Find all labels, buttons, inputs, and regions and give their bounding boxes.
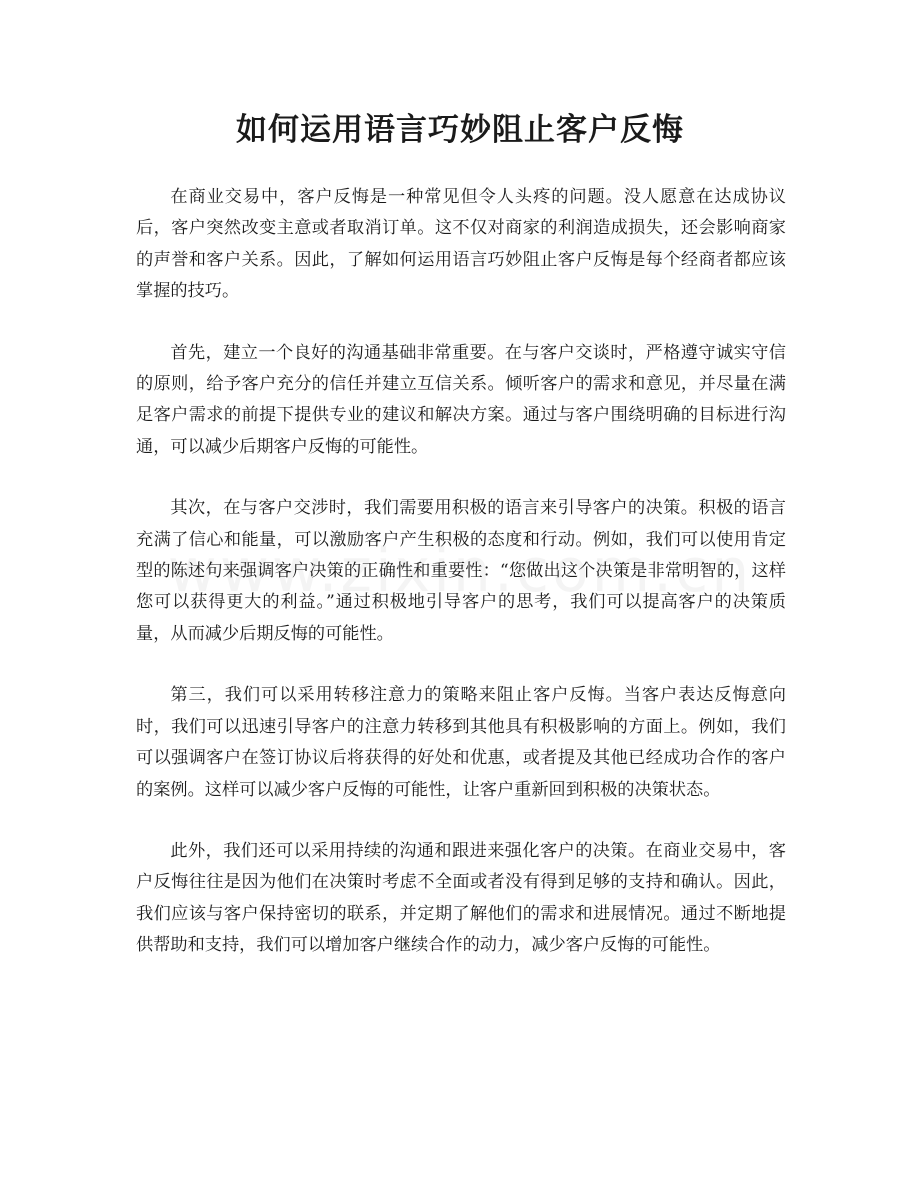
- document-body: [136, 182, 786, 992]
- document-title: 如何运用语言巧妙阻止客户反悔: [236, 112, 684, 148]
- paragraph-5: 此外，我们还可以采用持续的沟通和跟进来强化客户的决策。在商业交易中，客户反悔往往是因为他们在决策时考虑不全面或者没有得到足够的支持和确认。因此，我们应该与客户保持密切的联系，并定期了解他们的需求和进展情况。通过不断地提供帮助和支持，我们可以增加客户继续合作的动力，减少客户反悔的可能性。: [136, 840, 786, 956]
- paragraph-3: 其次，在与客户交涉时，我们需要用积极的语言来引导客户的决策。积极的语言充满了信心和能量，可以激励客户产生积极的态度和行动。例如，我们可以使用肯定型的陈述句来强调客户决策的正确性和重要性：“您做出这个决策是非常明智的，这样您可以获得更大的利益。”通过积极地引导客户的思考，我们可以提高客户的决策质量，从而减少后期反悔的可能性。: [136, 498, 786, 644]
- paragraph-4: 第三，我们可以采用转移注意力的策略来阻止客户反悔。当客户表达反悔意向时，我们可以迅速引导客户的注意力转移到其他具有积极影响的方面上。例如，我们可以强调客户在签订协议后将获得的好处和优惠，或者提及其他已经成功合作的客户的案例。这样可以减少客户反悔的可能性，让客户重新回到积极的决策状态。: [136, 685, 786, 800]
- paragraph-1: 在商业交易中，客户反悔是一种常见但令人头疼的问题。没人愿意在达成协议后，客户突然改变主意或者取消订单。这不仅对商家的利润造成损失，还会影响商家的声誉和客户关系。因此，了解如何运用语言巧妙阻止客户反悔是每个经商者都应该掌握的技巧。: [136, 187, 786, 302]
- paragraph-2: 首先，建立一个良好的沟通基础非常重要。在与客户交谈时，严格遵守诚实守信的原则，给予客户充分的信任并建立互信关系。倾听客户的需求和意见，并尽量在满足客户需求的前提下提供专业的建议和解决方案。通过与客户围绕明确的目标进行沟通，可以减少后期客户反悔的可能性。: [136, 342, 786, 457]
